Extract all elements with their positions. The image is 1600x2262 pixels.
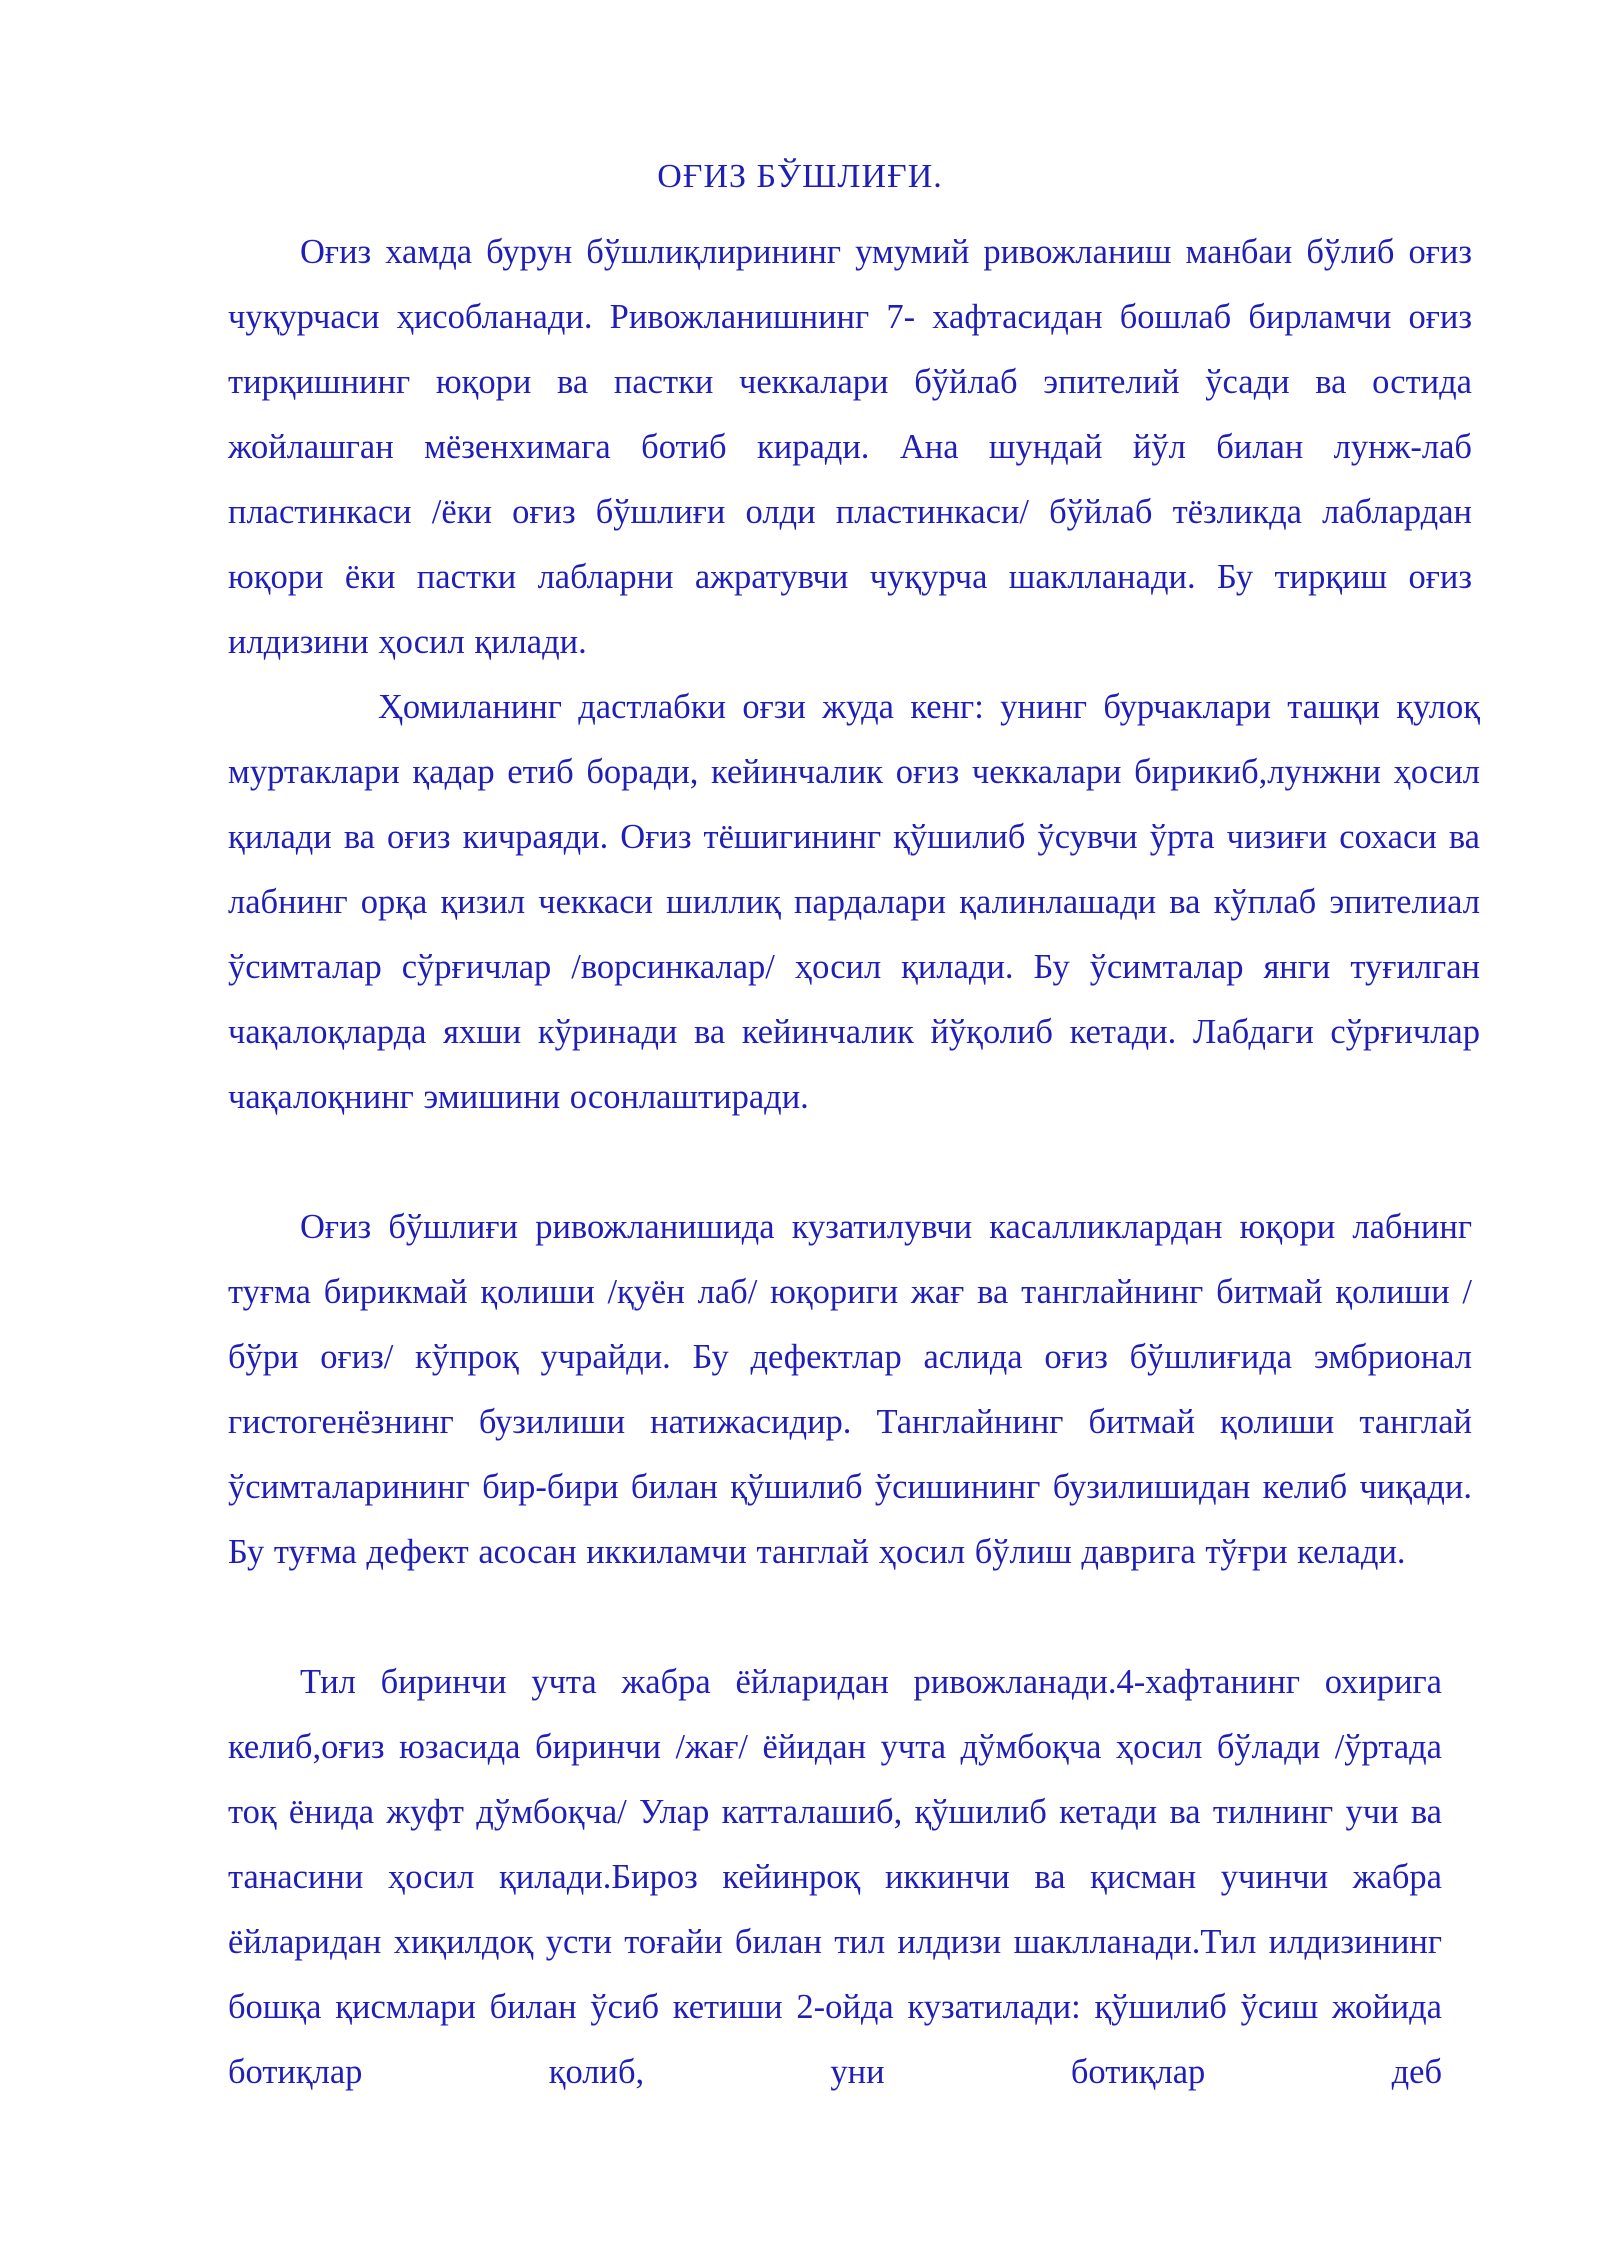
paragraph-tongue-development: Тил биринчи учта жабра ёйларидан ривожланади.4-хафтанинг охирига келиб,оғиз юзасида биринчи /жағ/ ёйидан учта дўмбоқча ҳосил бўлади /ўртада тоқ ёнида жуфт дўмбоқча/ Улар катталашиб, қўшилиб кетади ва тилнинг учи ва танасини ҳосил қилади.Бироз кейинроқ иккинчи ва қисман учинчи жабра ёйларидан хиқилдоқ усти тоғайи билан тил илдизи шаклланади.Тил илдизининг бошқа қисмлари билан ўсиб кетиши 2-ойда кузатилади: қўшилиб ўсиш жойида ботиқлар қолиб, уни ботиқлар деб: [228, 1663, 1442, 2091]
paragraph-developmental-defects: Оғиз бўшлиғи ривожланишида кузатилувчи касалликлардан юқори лабнинг туғма бирикмай қолиши /қуён лаб/ юқориги жағ ва танглайнинг битмай қолиши /бўри оғиз/ кўпроқ учрайди. Бу дефектлар аслида оғиз бўшлиғида эмбрионал гистогенёзнинг бузилиши натижасидир. Танглайнинг битмай қолиши танглай ўсимталарининг бир-бири билан қўшилиб ўсишининг бузилишидан келиб чиқади. Бу туғма дефект асосан иккиламчи танглай ҳосил бўлиш даврига тўғри келади.: [228, 1208, 1472, 1571]
paragraph-oral-cavity-origin: Оғиз хамда бурун бўшлиқлирининг умумий ривожланиш манбаи бўлиб оғиз чуқурчаси ҳисобланади. Ривожланишнинг 7- хафтасидан бошлаб бирламчи оғиз тирқишнинг юқори ва пастки чеккалари бўйлаб эпителий ўсади ва остида жойлашган мёзенхимага ботиб киради. Ана шундай йўл билан лунж-лаб пластинкаси /ёки оғиз бўшлиғи олди пластинкаси/ бўйлаб тёзликда лаблардан юқори ёки пастки лабларни ажратувчи чуқурча шаклланади. Бу тирқиш оғиз илдизини ҳосил қилади.: [228, 233, 1472, 661]
paragraph-fetal-mouth: Ҳомиланинг дастлабки оғзи жуда кенг: унинг бурчаклари ташқи қулоқ муртаклари қадар етиб боради, кейинчалик оғиз чеккалари бирикиб,лунжни ҳосил қилади ва оғиз кичраяди. Оғиз тёшигининг қўшилиб ўсувчи ўрта чизиғи сохаси ва лабнинг орқа қизил чеккаси шиллиқ пардалари қалинлашади ва кўплаб эпителиал ўсимталар сўрғичлар /ворсинкалар/ ҳосил қилади. Бу ўсимталар янги туғилган чақалоқларда яхши кўринади ва кейинчалик йўқолиб кетади. Лабдаги сўрғичлар чақалоқнинг эмишини осонлаштиради.: [228, 688, 1480, 1116]
document-title: ОҒИЗ БЎШЛИҒИ.: [657, 158, 943, 195]
